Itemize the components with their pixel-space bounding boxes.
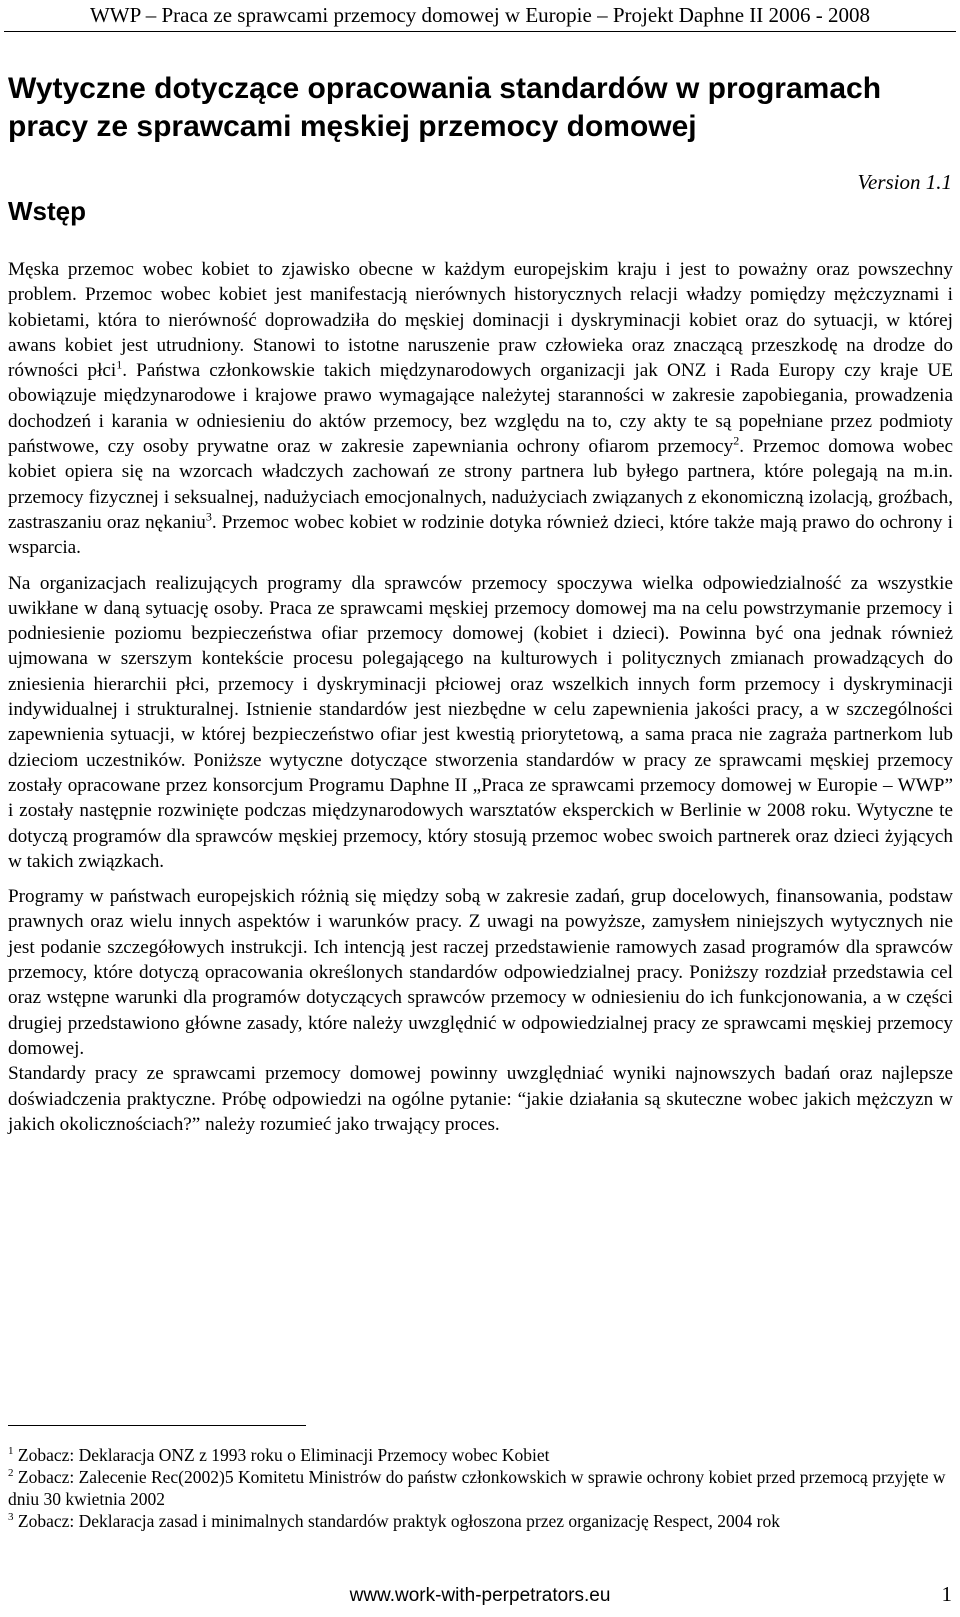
footnote-ref-2: 2 <box>733 433 740 448</box>
header-rule <box>4 31 956 32</box>
paragraph-1-text-d: . Przemoc wobec kobiet w rodzinie dotyka również dzieci, które także mają prawo do ochrony i wsparcia. <box>8 511 953 559</box>
version-label: Version 1.1 <box>857 170 952 194</box>
paragraph-1-text-a: Męska przemoc wobec kobiet to zjawisko obecne w każdym europejskim kraju i jest to poważny oraz powszechny problem. Przemoc wobec kobiet jest manifestacją nierównych historycznych relacji władzy pomiędzy mężczyznami i kobietami, która to nierówność doprowadziła do męskiej dominacji i dyskryminacji kobiet oraz do sytuacji, w której awans kobiet jest utrudniony. Stanowi to istotne naruszenie praw człowieka oraz znaczącą przeszkodę na drodze do równości płci <box>8 259 953 382</box>
paragraph-1 <box>8 257 953 561</box>
footnote-separator <box>8 1425 306 1426</box>
footnote-2-text: Zobacz: Zalecenie Rec(2002)5 Komitetu Ministrów do państw członkowskich w sprawie ochrony kobiet przed przemocą przyjęte w dniu 30 kwietnia 2002 <box>8 1467 946 1509</box>
document-title <box>8 70 953 146</box>
footnote-2-number: 2 <box>8 1467 14 1480</box>
paragraph-1-text-c: . Przemoc domowa wobec kobiet opiera się na wzorcach władczych zachowań ze strony partnera lub byłego partnera, które polegają na m.in. przemocy fizycznej i seksualnej, nadużyciach emocjonalnych, nadużyciach związanych z ekonomiczną izolacją, groźbach, zastraszaniu oraz nękaniu <box>8 436 953 533</box>
footnotes <box>8 1444 953 1532</box>
section-heading: Wstęp <box>8 196 86 226</box>
footnote-3-text: Zobacz: Deklaracja zasad i minimalnych standardów praktyk ogłoszona przez organizację Respect, 2004 rok <box>13 1511 780 1531</box>
footnote-1-text: Zobacz: Deklaracja ONZ z 1993 roku o Eliminacji Przemocy wobec Kobiet <box>13 1445 550 1465</box>
paragraph-2: Na organizacjach realizujących programy dla sprawców przemocy spoczywa wielka odpowiedzialność za wszystkie uwikłane w daną sytuację osoby. Praca ze sprawcami męskiej przemocy domowej ma na celu powstrzymanie przemocy i podniesienie poziomu bezpieczeństwa ofiar przemocy domowej (kobiet i dzieci). Powinna być ona jednak również ujmowana w szerszym kontekście procesu polegającego na kulturowych i politycznych zmianach prowadzących do zniesienia hierarchii płci, przemocy i dyskryminacji płciowej oraz wszelkich innych form przemocy i dyskryminacji indywidualnej i strukturalnej. Istnienie standardów jest niezbędne w celu zapewnienia jakości pracy, a w szczególności zapewnienia sytuacji, w której bezpieczeństwo ofiar jest kwestią priorytetową, a sama praca nie zagraża partnerkom lub dzieciom uczestników. Poniższe wytyczne dotyczące stworzenia standardów w pracy ze sprawcami męskiej przemocy zostały opracowane przez konsorcjum Programu Daphne II „Praca ze sprawcami przemocy domowej w Europie – WWP” i zostały następnie rozwinięte podczas międzynarodowych warsztatów eksperckich w Berlinie w 2008 roku. Wytyczne te dotyczą programów dla sprawców męskiej przemocy, który stosują przemoc wobec swoich partnerek oraz dzieci żyjących w takich związkach. <box>8 572 953 872</box>
document-title-line-2: pracy ze sprawcami męskiej przemocy domowej <box>8 110 697 143</box>
paragraph-3: Programy w państwach europejskich różnią się między sobą w zakresie zadań, grup docelowych, finansowania, podstaw prawnych oraz wielu innych aspektów i warunków pracy. Z uwagi na powyższe, zamysłem niniejszych wytycznych nie jest podanie szczegółowych instrukcji. Ich intencją jest raczej przedstawienie ramowych zasad programów dla sprawców przemocy, które dotyczą opracowania określonych standardów odpowiedzialnej pracy. Poniższy rozdział przedstawia cel oraz wstępne warunki dla programów dotyczących sprawców przemocy w odniesieniu do ich funkcjonowania, a w części drugiej przedstawiono główne zasady, które należy uwzględnić w odpowiedzialnej pracy ze sprawcami męskiej przemocy domowej. <box>8 886 953 1059</box>
document-title-line-1: Wytyczne dotyczące opracowania standardów w programach <box>8 72 882 105</box>
paragraph-4: Standardy pracy ze sprawcami przemocy domowej powinny uwzględniać wyniki najnowszych badań oraz najlepsze doświadczenia praktyczne. Próbę odpowiedzi na ogólne pytanie: “jakie działania są skuteczne wobec jakich mężczyzn w jakich okolicznościach?” należy rozumieć jako trwający proces. <box>8 1063 953 1135</box>
footnote-1 <box>8 1444 953 1466</box>
footnote-3 <box>8 1510 953 1532</box>
running-header: WWP – Praca ze sprawcami przemocy domowej w Europie – Projekt Daphne II 2006 - 2008 <box>89 3 871 27</box>
footnote-ref-1: 1 <box>116 357 123 372</box>
footer-url: www.work-with-perpetrators.eu <box>349 1585 611 1606</box>
paragraph-1-text-b: . Państwa członkowskie takich międzynarodowych organizacji jak ONZ i Rada Europy czy kraje UE obowiązuje międzynarodowe i krajowe prawo wymagające należytej staranności w zakresie zapobiegania, prowadzenia dochodzeń i karania w odniesieniu do aktów przemocy, bez względu na to, czy akty te są popełniane przez podmioty państwowe, czy osoby prywatne oraz w zakresie zapewniania ochrony ofiarom przemocy <box>8 360 953 458</box>
footnote-ref-3: 3 <box>205 509 212 524</box>
footnote-1-number: 1 <box>8 1445 14 1458</box>
footnote-2 <box>8 1466 953 1510</box>
page-number: 1 <box>941 1582 952 1606</box>
footnote-3-number: 3 <box>8 1511 14 1524</box>
body-text <box>8 257 953 1137</box>
